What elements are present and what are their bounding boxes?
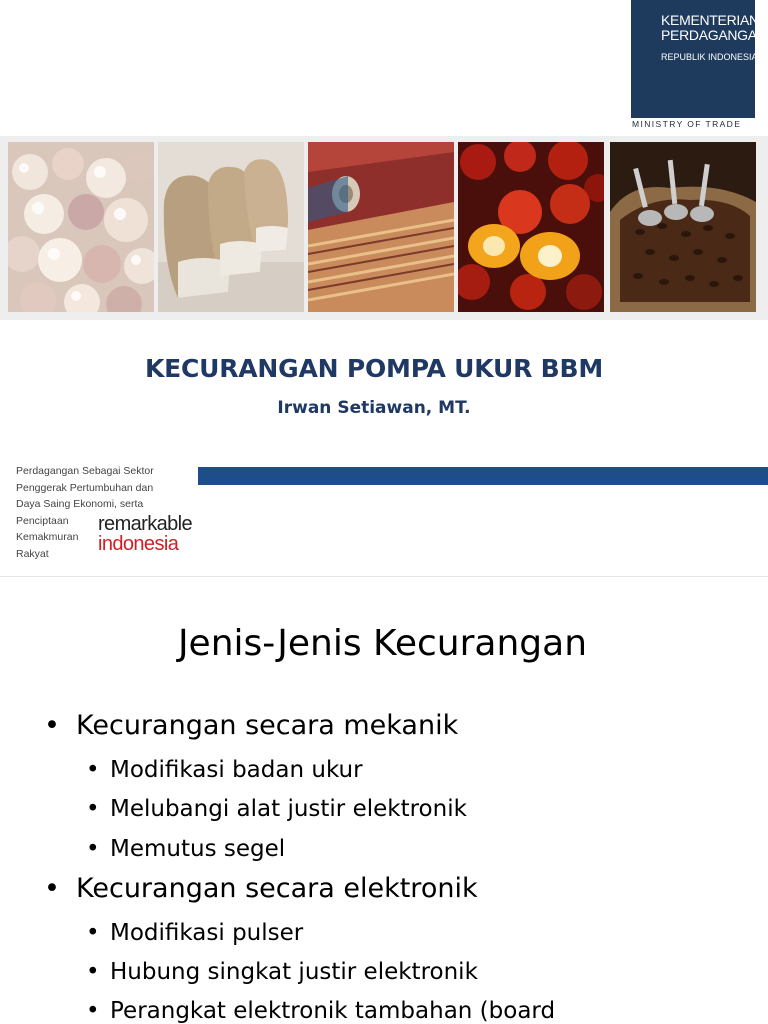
content-slide bbox=[0, 577, 768, 1024]
bullet-text: Hubung singkat justir elektronik bbox=[110, 959, 478, 985]
tagline-line: Kemakmuran bbox=[16, 531, 79, 543]
bullet-icon: • bbox=[86, 920, 100, 946]
bullet-icon: • bbox=[86, 796, 100, 822]
pearls-photo bbox=[8, 142, 154, 312]
bullet-level2 bbox=[86, 757, 363, 783]
bullet-level2 bbox=[86, 998, 555, 1024]
bullet-text: Perangkat elektronik tambahan (board bbox=[110, 998, 556, 1024]
tagline-line: Penciptaan bbox=[16, 514, 69, 527]
bullet-text: Kecurangan secara elektronik bbox=[76, 873, 478, 904]
logo-line-republik: REPUBLIK INDONESIA bbox=[661, 52, 758, 62]
tagline-line: Perdagangan Sebagai Sektor bbox=[16, 465, 154, 477]
tagline-line: Daya Saing Ekonomi, serta bbox=[16, 498, 144, 510]
bullet-level1 bbox=[44, 710, 458, 741]
woven-fabric-photo bbox=[308, 142, 454, 312]
bullet-level2 bbox=[86, 959, 478, 985]
bullet-level2 bbox=[86, 836, 285, 862]
tagline-line: Penggerak Pertumbuhan dan bbox=[16, 481, 154, 494]
bullet-level2 bbox=[86, 796, 467, 822]
logo-line-perdagangan: PERDAGANGAN bbox=[661, 27, 767, 43]
bullet-level1 bbox=[44, 873, 478, 904]
bullet-icon: • bbox=[86, 959, 100, 985]
logo-line-kementerian: KEMENTERIAN bbox=[661, 12, 759, 28]
coffee-beans-photo bbox=[610, 142, 756, 312]
bullet-text: Modifikasi badan ukur bbox=[110, 757, 363, 783]
bullet-icon: • bbox=[86, 836, 100, 862]
indonesia-logo-text: indonesia bbox=[98, 533, 179, 555]
bullet-text: Memutus segel bbox=[110, 836, 286, 862]
presentation-title: KECURANGAN POMPA UKUR BBM bbox=[144, 354, 604, 383]
decorative-blue-bar bbox=[198, 467, 768, 485]
rattan-chairs-photo bbox=[158, 142, 304, 312]
bullet-text: Melubangi alat justir elektronik bbox=[110, 796, 467, 822]
ministry-logo bbox=[631, 0, 767, 118]
ministry-of-trade-label: MINISTRY OF TRADE bbox=[632, 119, 742, 129]
bullet-icon: • bbox=[44, 710, 60, 741]
presenter-name: Irwan Setiawan, MT. bbox=[277, 398, 471, 418]
bullet-level2 bbox=[86, 920, 303, 946]
remarkable-logo-text: remarkable bbox=[98, 513, 193, 535]
slide-title: Jenis-Jenis Kecurangan bbox=[177, 623, 588, 664]
bullet-text: Modifikasi pulser bbox=[110, 920, 304, 946]
bullet-text: Kecurangan secara mekanik bbox=[76, 710, 459, 741]
tagline-line: Rakyat bbox=[16, 547, 49, 560]
palm-fruit-photo bbox=[458, 142, 604, 312]
bullet-icon: • bbox=[44, 873, 60, 904]
bullet-icon: • bbox=[86, 757, 100, 783]
bullet-icon: • bbox=[86, 998, 100, 1024]
